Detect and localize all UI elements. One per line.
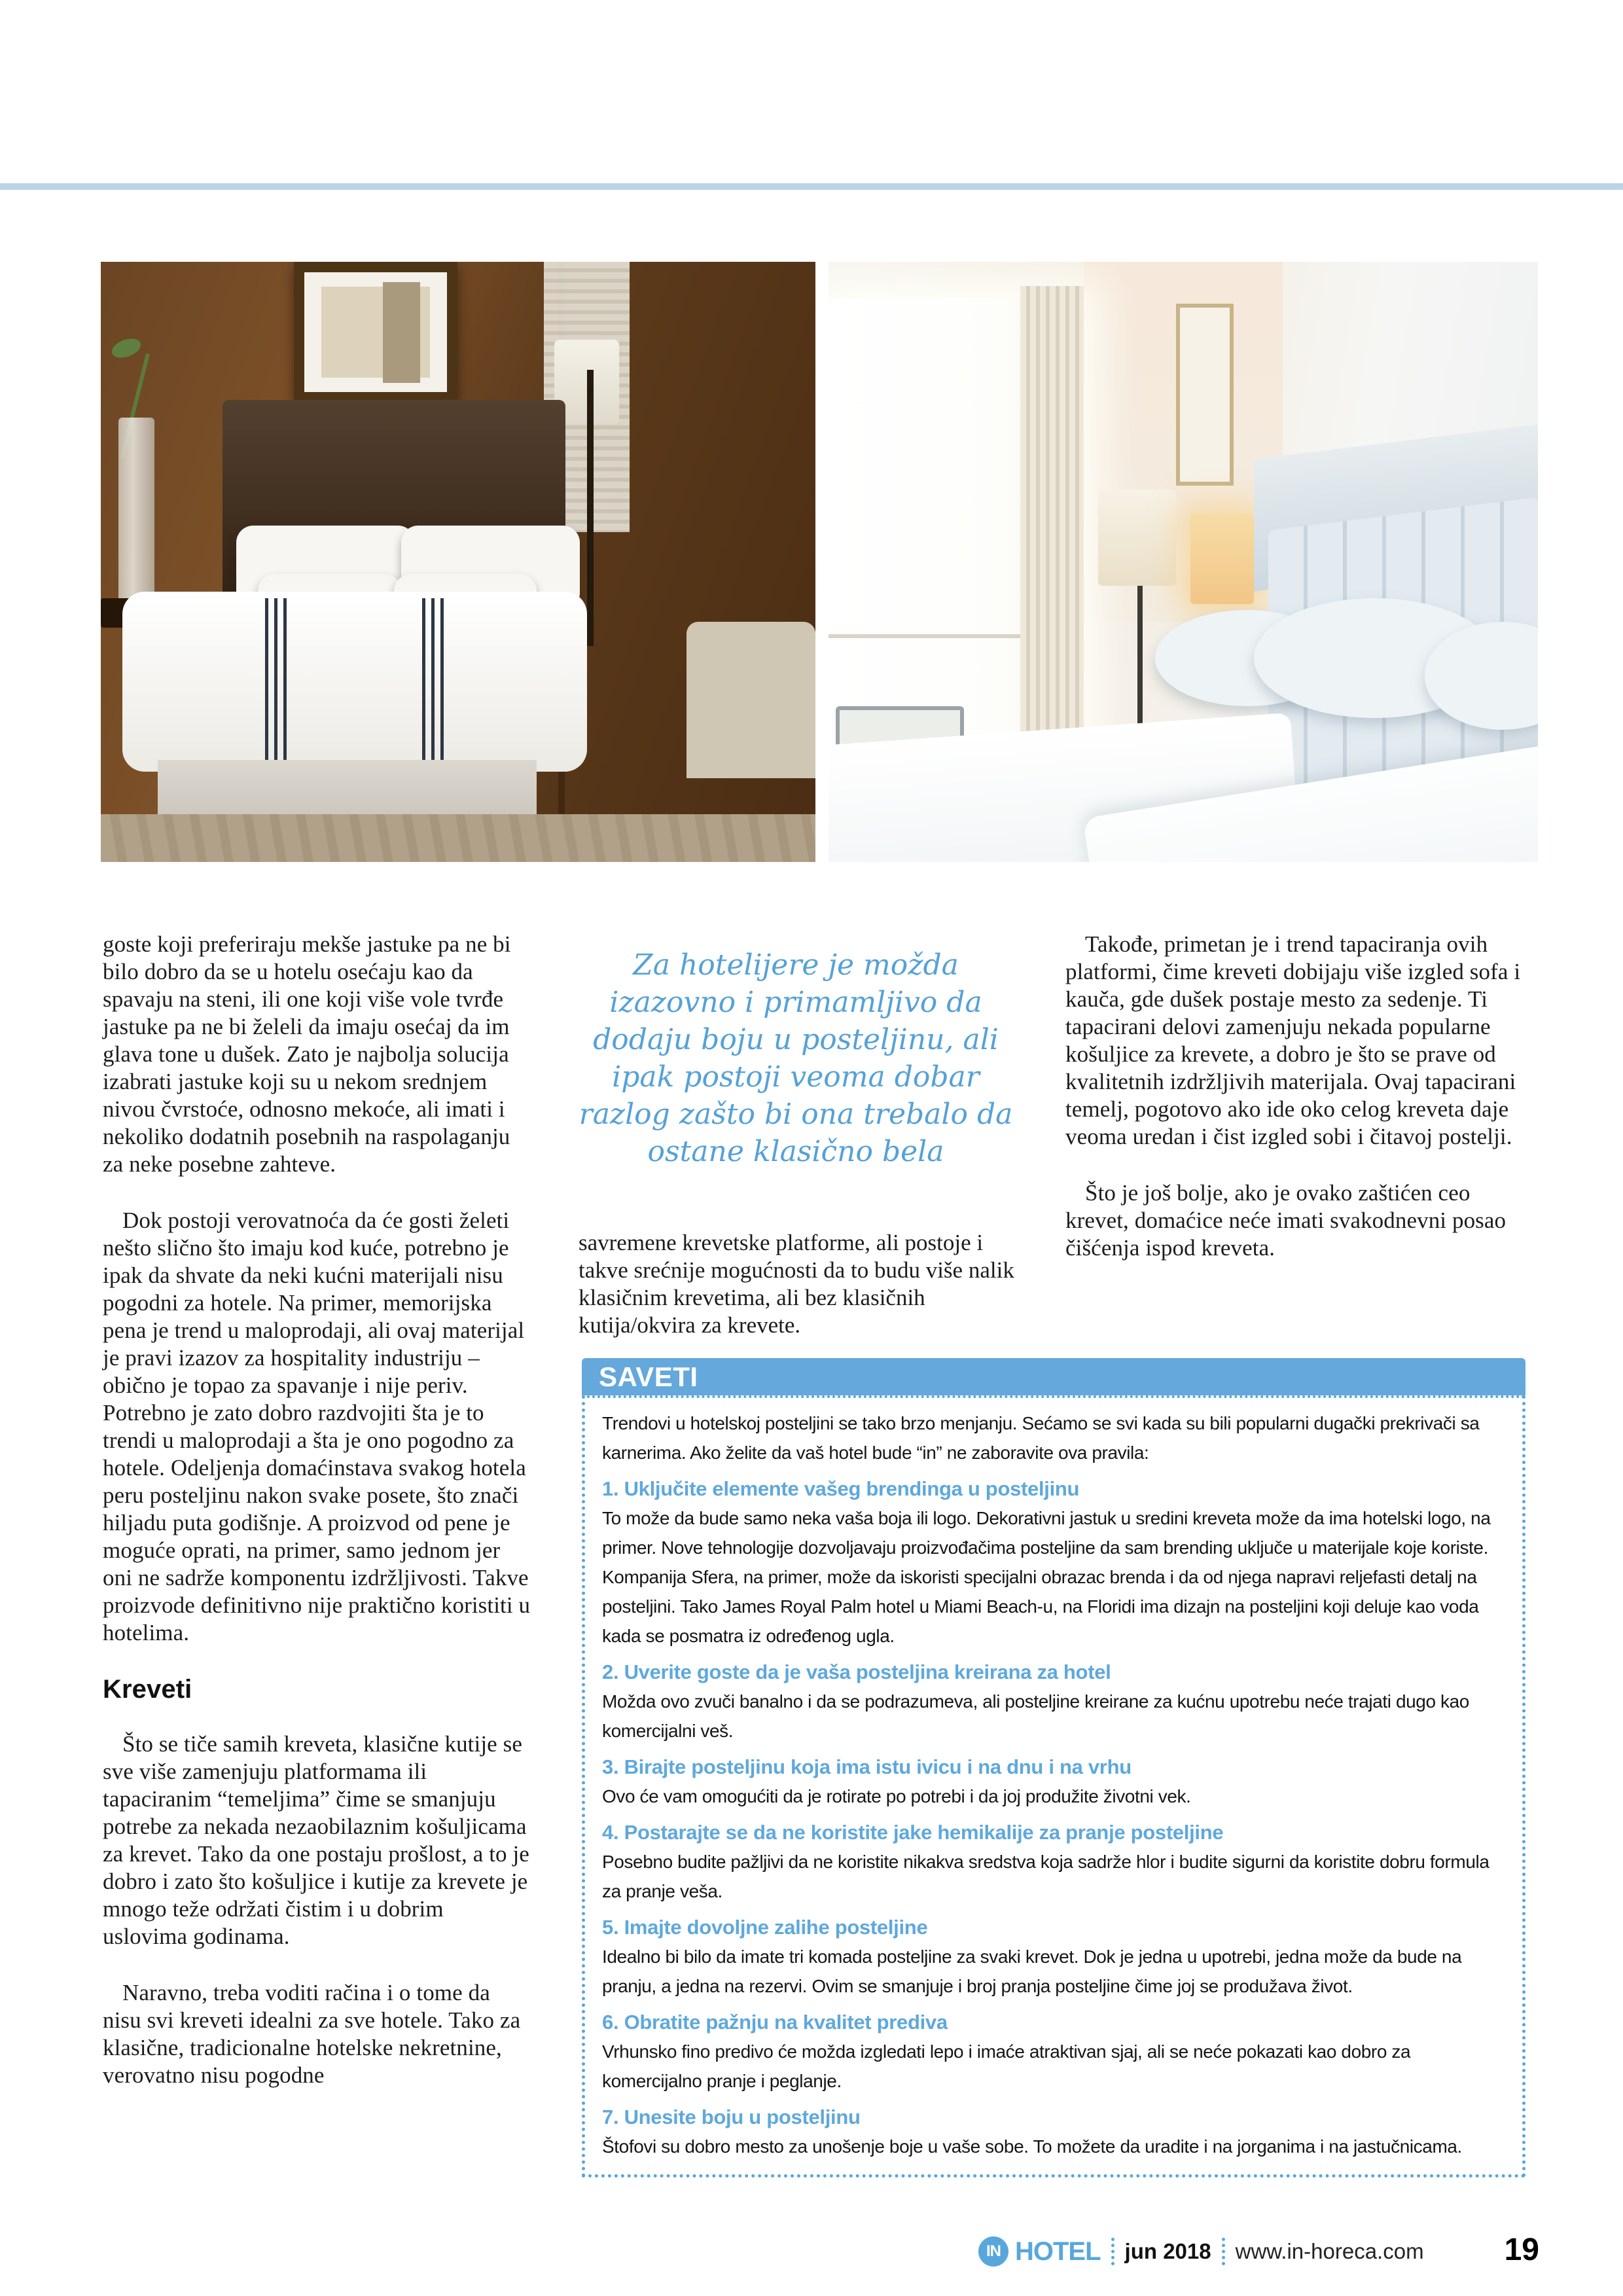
top-accent-line: [0, 183, 1623, 190]
saveti-box-header: SAVETI: [582, 1358, 1525, 1395]
tip-body: Posebno budite pažljivi da ne koristite nikakva sredstva koja sadrže hlor i budite sigurni da koristite dobru formula za pranje veša.: [602, 1852, 1489, 1901]
tip-heading: 7. Unesite boju u posteljinu: [602, 2106, 861, 2128]
tip-6: [602, 2007, 1505, 2096]
floor-lamp-pole: [587, 370, 594, 646]
paragraph: Što je još bolje, ako je ovako zaštićen ceo krevet, domaćice neće imati svakodnevni posao čišćenja ispod kreveta.: [1065, 1180, 1507, 1261]
tip-body: Vrhunsko fino predivo će možda izgledati lepo i imaće atraktivan sjaj, ali se neće pokazati kao dobro za komercijalno pranje i peglanje.: [602, 2041, 1411, 2091]
in-hotel-logo-text: HOTEL: [1015, 2236, 1101, 2266]
lit-lamp-shade: [1190, 514, 1255, 604]
plant-leaf: [109, 335, 143, 361]
tip-heading: 3. Birajte posteljinu koja ima istu ivicu i na dnu i na vrhu: [602, 1755, 1132, 1778]
tip-heading: 2. Uverite goste da je vaša posteljina kreirana za hotel: [602, 1660, 1111, 1683]
pull-quote: Za hotelijere je možda izazovno i primamljivo da dodaju boju u posteljinu, ali ipak postoji veoma dobar razlog zašto bi ona trebalo da ostane klasično bela: [579, 948, 1013, 1168]
photo-bright-hotel-bedroom: [829, 262, 1538, 862]
tip-body: Štofovi su dobro mesto za unošenje boje u vaše sobe. To možete da uradite i na jorganima i na jastučnicama.: [602, 2136, 1462, 2157]
tip-body: Idealno bi bilo da imate tri komada posteljine za svaki krevet. Dok je jedna u upotrebi, jedna može da bude na pranju, a jedna na rezervi. Ovim se smanjuje i broj pranja posteljine čime joj se produžava život.: [602, 1946, 1462, 1996]
footer: [978, 2233, 1424, 2270]
carpet-floor: [101, 814, 815, 862]
tip-5: [602, 1912, 1505, 2001]
tip-7: [602, 2102, 1505, 2161]
tip-heading: 4. Postarajte se da ne koristite jake hemikalije za pranje posteljine: [602, 1821, 1224, 1844]
saveti-tips-box: [582, 1358, 1525, 2178]
tip-body: To može da bude samo neka vaša boja ili logo. Dekorativni jastuk u sredini kreveta može da ima hotelski logo, na primer. Nove tehnologije dozvoljavaju proizvođačima posteljine da sam brending uključe u materijale koje koriste. Kompanija Sfera, na primer, može da iskoristi specijalni obrazac brenda i da od njega napravi reljefasti detalj na posteljini. Tako James Royal Palm hotel u Miami Beach-u, na Floridi ima dizajn na posteljini koji deluje kao voda kada se posmatra iz određenog ugla.: [602, 1508, 1491, 1646]
article-column-3: [1065, 931, 1533, 1291]
issue-date: jun 2018: [1124, 2239, 1211, 2263]
paragraph: goste koji preferiraju mekše jastuke pa ne bi bilo dobro da se u hotelu osećaju kao da spavaju na steni, ili one koji više vole tvrđe jastuke pa ne bi želeli da imaju osećaj da im glava tone u dušek. Zato je najbolja solucija izabrati jastuke koji su u nekom srednjem nivou čvrstoće, odnosno mekoće, ali imati i nekoliko dodatnih posebnih na raspolaganju za neke posebne zahteve.: [103, 931, 511, 1177]
in-hotel-logo-icon: IN: [978, 2236, 1008, 2267]
white-duvet: [122, 592, 587, 772]
article-column-1: [103, 931, 533, 2118]
armchair: [687, 622, 815, 778]
website-url: www.in-horeca.com: [1235, 2239, 1424, 2263]
paragraph: Dok postoji verovatnoća da će gosti želeti nešto slično što imaju kod kuće, potrebno je ipak da shvate da neki kućni materijali nisu pogodni za hotele. Na primer, memorijska pena je trend u maloprodaji, ali ovaj materijal je pravi izazov za hospitality industriju – obično je topao za spavanje i nije periv. Potrebno je zato dobro razdvojiti šta je to trendi u maloprodaji a šta je ono pogodno za hotele. Odeljenja domaćinstava svakog hotela peru posteljinu nakon svake posete, što znači hiljadu puta godišnje. A proizvod od pene je moguće oprati, na primer, samo jednom jer oni ne sadrže komponentu izdržljivosti. Takve proizvode definitivno nije praktično koristiti u hotelima.: [103, 1208, 531, 1645]
tip-heading: 6. Obratite pažnju na kvalitet prediva: [602, 2011, 948, 2034]
tip-4: [602, 1818, 1505, 1906]
tip-heading: 1. Uključite elemente vašeg brendinga u posteljinu: [602, 1477, 1080, 1500]
page-number: 19: [1504, 2233, 1539, 2267]
tip-1: [602, 1474, 1505, 1651]
tip-3: [602, 1752, 1505, 1811]
section-heading-kreveti: Kreveti: [103, 1675, 192, 1704]
dotted-separator: [1222, 2238, 1225, 2265]
saveti-box-body: [582, 1395, 1525, 2178]
picture-figure: [383, 282, 420, 383]
paragraph: Naravno, treba voditi račina i o tome da nisu svi kreveti idealni za sve hotele. Tako za klasične, tradicionalne hotelske nekretnine, verovatno nisu pogodne: [103, 1980, 521, 2088]
glass-vase: [118, 418, 154, 616]
paragraph: Takođe, primetan je i trend tapaciranja ovih platformi, čime kreveti dobijaju više izgled sofa i kauča, gde dušek postaje mesto za sedenje. Ti tapacirani delovi zamenjuju nekada popularne košuljice za krevete, a dobro je što se prave od kvalitetnih izdržljivih materijala. Ovaj tapacirani temelj, pogotovo ako ide oko celog kreveta daje veoma uredan i čist izgled sobi i čitavoj postelji.: [1065, 931, 1521, 1149]
curtain: [1020, 286, 1084, 778]
photo-dark-hotel-bedroom: [101, 262, 815, 862]
article-column-2: [579, 1229, 1016, 1339]
wall-mirror: [1176, 304, 1234, 486]
duvet-stripes: [422, 598, 448, 766]
duvet-stripes: [265, 598, 291, 766]
tip-body: Ovo će vam omogućiti da je rotirate po potrebi i da joj produžite životni vek.: [602, 1786, 1191, 1806]
tip-2: [602, 1657, 1505, 1746]
framed-picture: [294, 262, 457, 403]
saveti-intro: Trendovi u hotelskoj posteljini se tako brzo menjanju. Sećamo se svi kada su bili popularni dugački prekrivači sa karnerima. Ako želite da vaš hotel bude “in” ne zaboravite ova pravila:: [602, 1413, 1480, 1463]
tip-heading: 5. Imajte dovoljne zalihe posteljine: [602, 1916, 928, 1939]
tip-body: Možda ovo zvuči banalno i da se podrazumeva, ali posteljine kreirane za kućnu upotrebu neće trajati dugo kao komercijalni veš.: [602, 1691, 1469, 1741]
paragraph: savremene krevetske platforme, ali postoje i takve srećnije mogućnosti da to budu više nalik klasičnim krevetima, ali bez klasičnih kutija/okvira za krevete.: [579, 1230, 1014, 1338]
paragraph: Što se tiče samih kreveta, klasične kutije se sve više zamenjuju platformama ili tapaciranim “temeljima” čime se smanjuju potrebe za nekada nezaobilaznim košuljicama za krevet. Tako da one postaju prošlost, a to je dobro i zato što košuljice i kutije za krevete je mnogo teže održati čistim i u dobrim uslovima godinama.: [103, 1731, 529, 1949]
lamp-shade: [1098, 490, 1176, 586]
dotted-separator: [1111, 2238, 1115, 2265]
